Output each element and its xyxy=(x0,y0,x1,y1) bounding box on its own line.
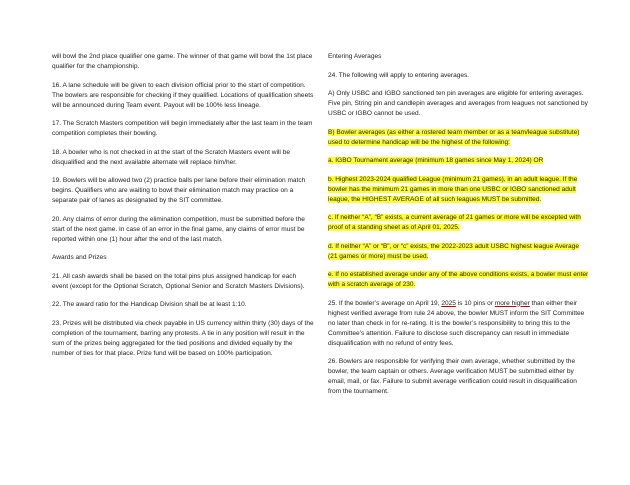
rule-25-mid: is 10 pins or xyxy=(455,299,495,307)
rule-22: 22. The award ratio for the Handicap Division shall be at least 1:10. xyxy=(52,301,247,308)
rule-24-b-a xyxy=(328,156,590,166)
rule-19: 19. Bowlers will be allowed two (2) practice balls per lane before their elimination match begins. Qualifiers who are waiting to bowl their elimination match may practice on a separate pair of lanes as designated by the SIT committee. xyxy=(52,177,306,204)
rule-24-b-b-text: b. Highest 2023-2024 qualified League (minimum 21 games), in an adult league. If the bowler has the minimum 21 games in more than one USBC or IGBO sanctioned adult league, the HIGHEST AVERAGE of all such leagues MUST be submitted. xyxy=(328,175,578,203)
rule-24-b-e-text: e. If no established average under any of the above conditions exists, a bowler must enter with a scratch average of 230. xyxy=(328,271,589,288)
section-heading-awards: Awards and Prizes xyxy=(52,254,107,261)
rule-16: 16. A lane schedule will be given to each division official prior to the start of competition. The bowlers are responsible for checking if they qualified. Locations of qualification sheets will be announced during Team event. Payout will be 100% less lineage. xyxy=(52,81,314,109)
rule-20: 20. Any claims of error during the elimination competition, must be submitted before the start of the next game. In case of an error in the final game, any claims of error must be reported within one (1) hour after the end of the last match. xyxy=(52,215,305,243)
left-column xyxy=(52,52,314,367)
rule-24-b-e xyxy=(328,270,590,290)
rule-24-b-c-text: c. If neither “A”, “B” exists, a current average of 21 games or more will be excepted with proof of a standing sheet as of April 01, 2025. xyxy=(328,214,581,231)
rule-24-a: A) Only USBC and IGBO sanctioned ten pin averages are eligible for entering averages. Five pin, String pin and candlepin averages and averages from leagues not sanctioned by USBC or IGBO cannot be used. xyxy=(328,90,588,117)
rule-24-b-d-text: d. If neither “A” or “B”, or “c” exists, the 2022-2023 adult USBC highest league Average (21 games or more) must be used. xyxy=(328,242,579,260)
rule-26: 26. Bowlers are responsible for verifying their own average, whether submitted by the bowler, the team captain or others. Average verification MUST be submitted either by email, mail, or fax. Failure to submit average verification could result in disqualification from the tournament. xyxy=(328,358,577,395)
rule-17: 17. The Scratch Masters competition will begin immediately after the last team in the team competition completes their bowling. xyxy=(52,120,313,137)
rule-25 xyxy=(328,299,590,349)
rule-24-b-text: B) Bowler averages (as either a rostered team member or as a team/league substitute) used to determine handicap will be the highest of the following: xyxy=(328,128,580,146)
rule-15-continued: will bowl the 2nd place qualifier one game. The winner of that game will bowl the 1st place qualifier for the championship. xyxy=(52,53,313,70)
rule-21: 21. All cash awards shall be based on the total pins plus assigned handicap for each event (except for the Optional Scratch, Optional Senior and Scratch Masters Divisions). xyxy=(52,272,305,290)
right-column xyxy=(328,52,590,406)
rule-25-pre: 25. If the bowler’s average on April 19, xyxy=(328,299,442,307)
rule-25-more-higher: more higher xyxy=(494,299,530,307)
rule-24-b-a-text: a. IGBO Tournament average (minimum 18 games since May 1, 2024) OR xyxy=(328,157,544,164)
rule-18: 18. A bowler who is not checked in at the start of the Scratch Masters event will be disqualified and the next available alternate will replace him/her. xyxy=(52,148,290,166)
rule-24: 24. The following will apply to entering averages. xyxy=(328,71,470,79)
rule-24-b-d xyxy=(328,242,590,262)
rule-24-b-b xyxy=(328,175,590,205)
rule-24-b-c xyxy=(328,213,590,233)
rule-24-b xyxy=(328,128,590,148)
rule-23: 23. Prizes will be distributed via check payable in US currency within thirty (30) days of the completion of the tournament, barring any protests. A tie in any position will result in the sum of the prizes being aggregated for the tied positions and divided equally by the number of ties for that place. Prize fund will be based on 100% participation. xyxy=(52,319,314,357)
rule-25-post: than either their highest verified average from rule 24 above, the bowler MUST inform the SIT Committee no later than check in for re-rating. It is the bowler’s responsibility to bring this to the Committee’s attention. Failure to disclose such discrepancy can result in immediate disqualification with no refund of entry fees. xyxy=(328,299,585,347)
rule-25-year: 2025 xyxy=(441,299,456,307)
section-heading-averages: Entering Averages xyxy=(328,53,382,60)
